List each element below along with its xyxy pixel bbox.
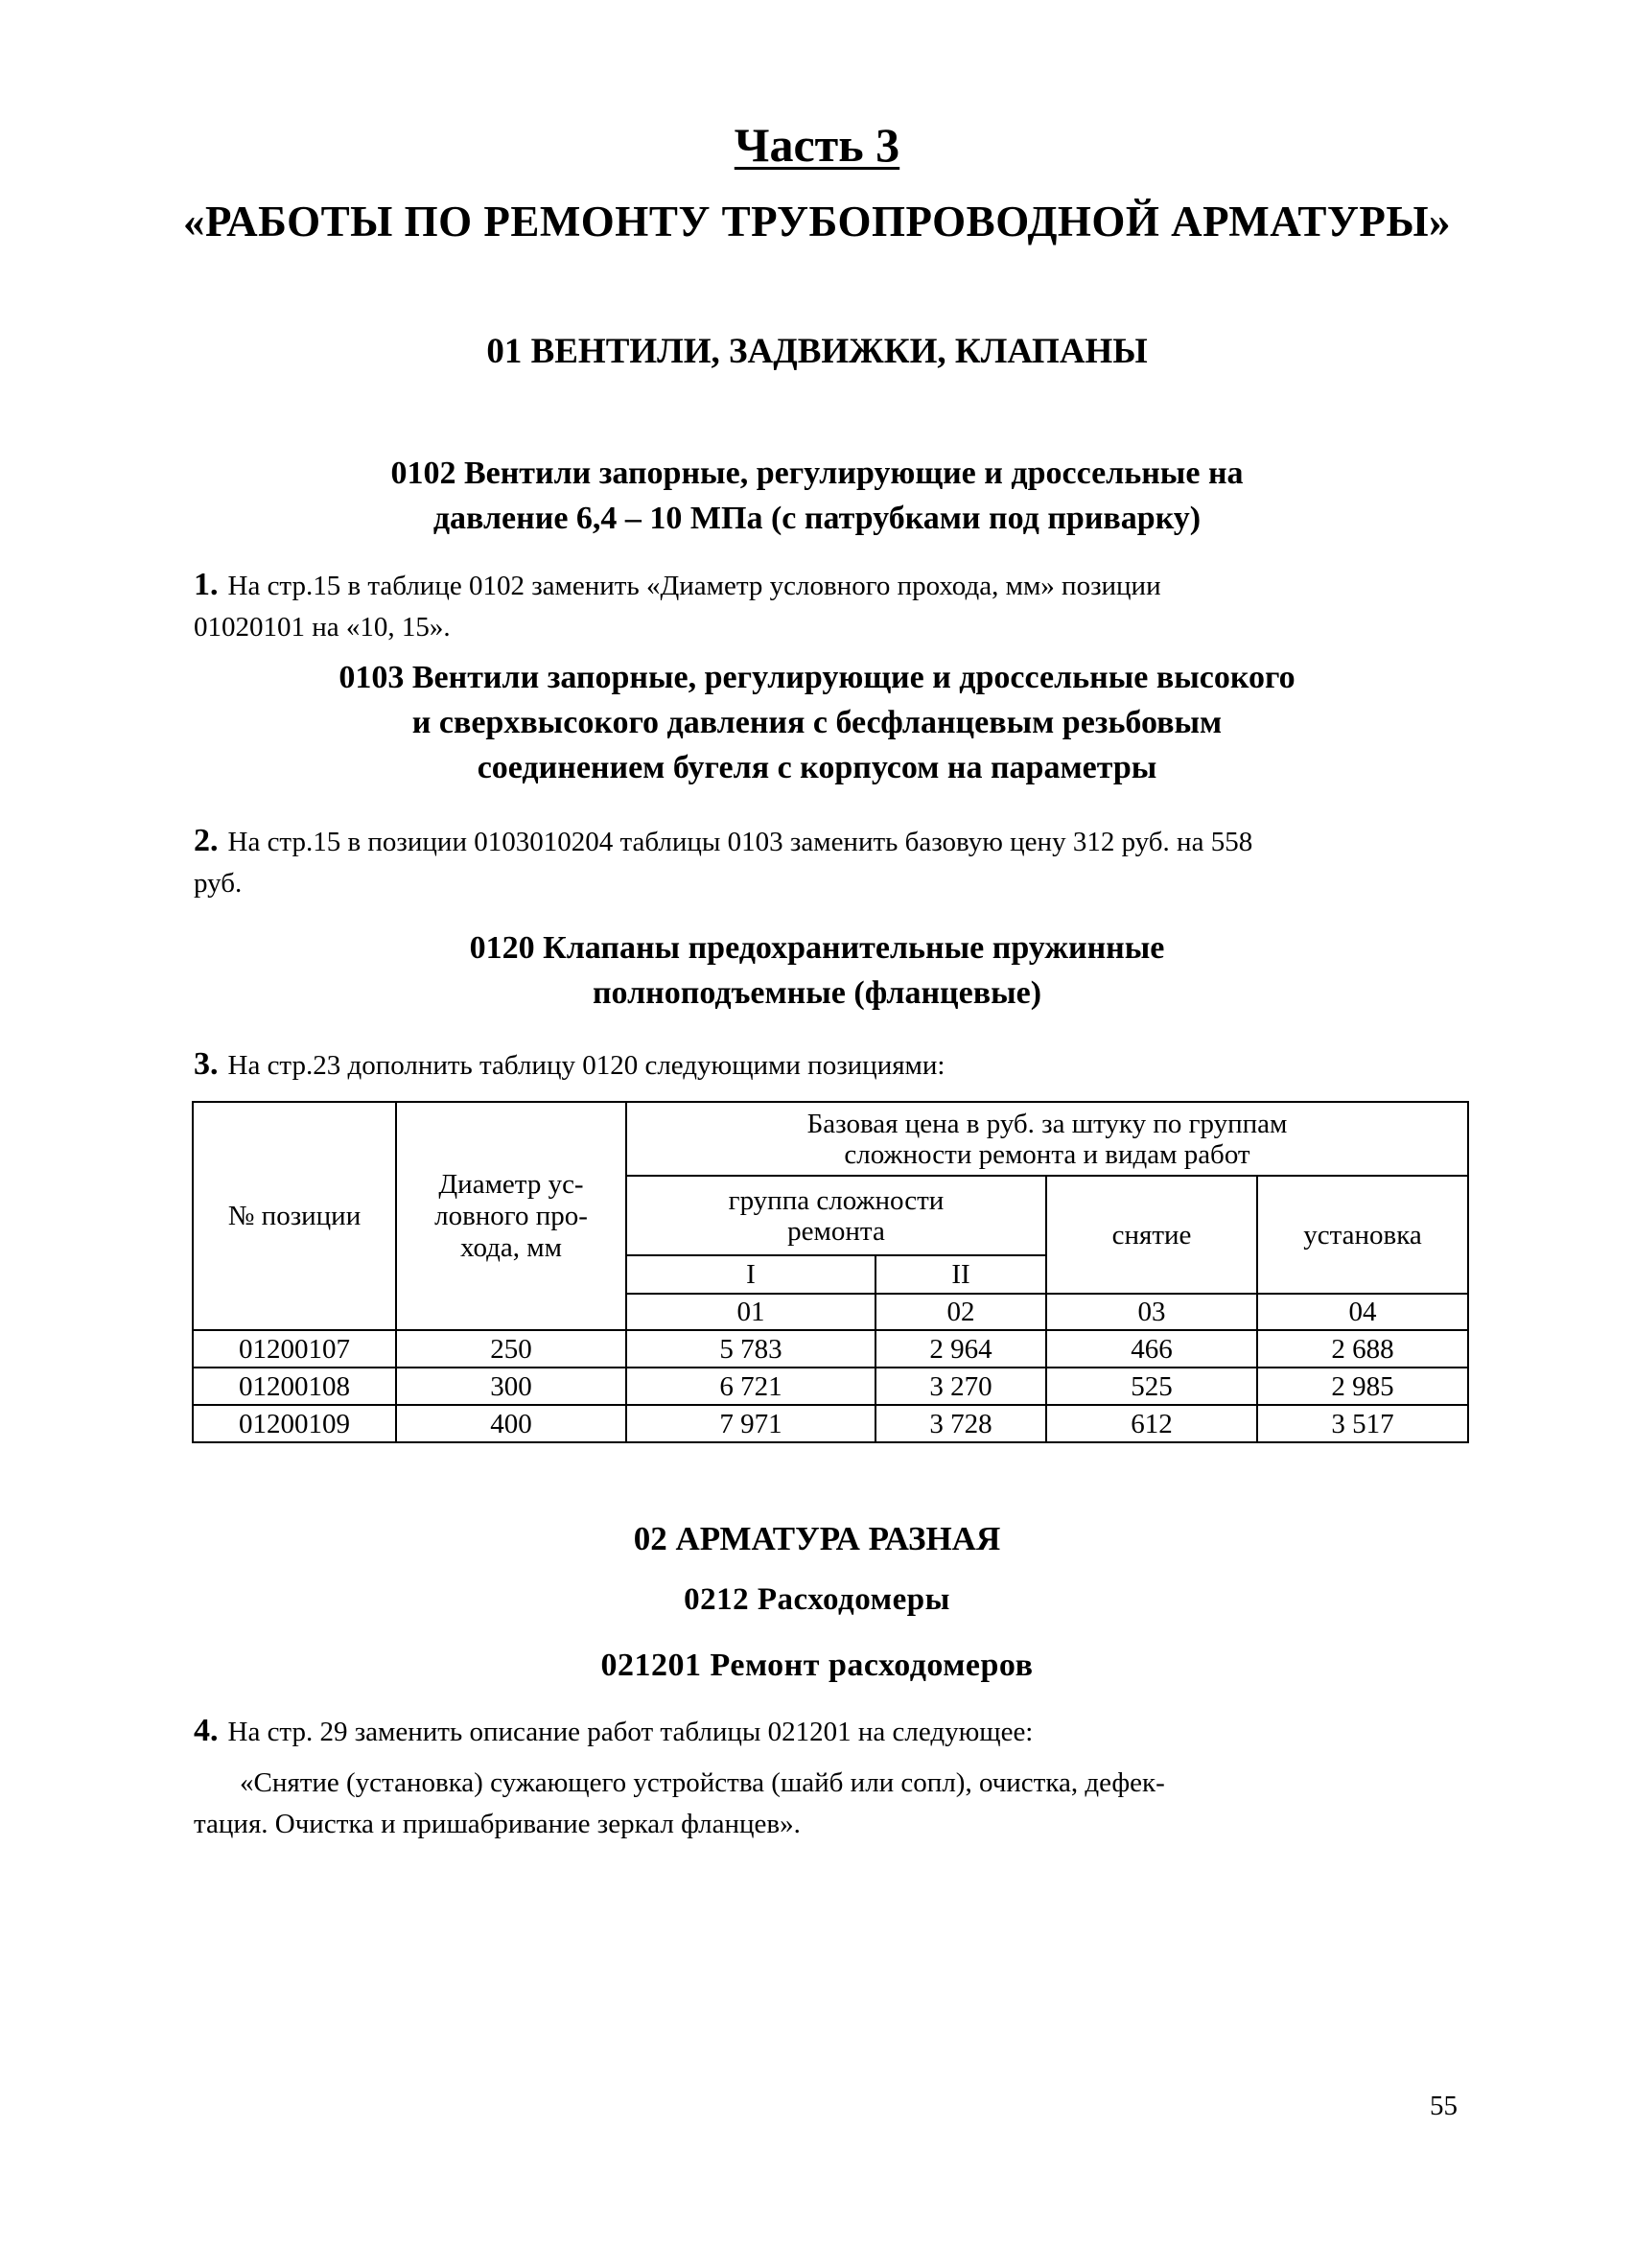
subsection-0120-line1: 0120 Клапаны предохранительные пружинные xyxy=(469,930,1165,966)
table-0120-additions xyxy=(192,1101,1469,1443)
cell-diameter: 250 xyxy=(396,1330,626,1368)
cell-position: 01200109 xyxy=(193,1405,396,1442)
main-title: «РАБОТЫ ПО РЕМОНТУ ТРУБОПРОВОДНОЙ АРМАТУРЫ» xyxy=(182,198,1452,246)
cell-removal: 466 xyxy=(1046,1330,1257,1368)
item-2-line2: руб. xyxy=(194,868,243,899)
part-title-text: Часть 3 xyxy=(734,118,900,172)
subsection-0212-title: 0212 Расходомеры xyxy=(684,1582,950,1617)
subsection-021201-title: 021201 Ремонт расходомеров xyxy=(600,1648,1034,1683)
col-index-03: 03 xyxy=(1046,1294,1257,1330)
subsection-0103-line3: соединением бугеля с корпусом на параметры xyxy=(477,750,1157,785)
cell-install: 2 985 xyxy=(1257,1368,1468,1405)
header-complexity xyxy=(626,1176,1046,1255)
subsection-0103-line2: и сверхвысокого давления с бесфланцевым резьбовым xyxy=(411,705,1223,740)
subsection-0102-line2: давление 6,4 – 10 МПа (с патрубками под приварку) xyxy=(432,501,1202,536)
item-1 xyxy=(194,564,1469,648)
replacement-description xyxy=(194,1763,1467,1845)
subsection-0103-title xyxy=(0,655,1634,790)
cell-install: 3 517 xyxy=(1257,1405,1468,1442)
item-3-number: 3. xyxy=(194,1046,219,1082)
item-4-text: На стр. 29 заменить описание работ таблицы 021201 на следующее: xyxy=(227,1717,1034,1747)
header-price-group-text: Базовая цена в руб. за штуку по группам сложности ремонта и видам работ xyxy=(806,1108,1288,1170)
replacement-line1: «Снятие (установка) сужающего устройства (шайб или сопл), очистка, дефек- xyxy=(240,1767,1165,1798)
item-2-number: 2. xyxy=(194,823,219,858)
item-2-line1: На стр.15 в позиции 0103010204 таблицы 0103 заменить базовую цену 312 руб. на 558 xyxy=(227,827,1253,857)
subsection-0103-line1: 0103 Вентили запорные, регулирующие и дроссельные высокого xyxy=(338,660,1296,695)
header-diameter xyxy=(396,1102,626,1330)
item-3-text: На стр.23 дополнить таблицу 0120 следующими позициями: xyxy=(227,1050,945,1081)
cell-diameter: 400 xyxy=(396,1405,626,1442)
header-complexity-text: группа сложности ремонта xyxy=(728,1184,945,1247)
item-2 xyxy=(194,820,1469,904)
cell-group-2: 3 728 xyxy=(875,1405,1046,1442)
table-row xyxy=(193,1330,1468,1368)
item-1-line1: На стр.15 в таблице 0102 заменить «Диаметр условного прохода, мм» позиции xyxy=(227,571,1161,601)
cell-group-1: 7 971 xyxy=(626,1405,875,1442)
header-position: № позиции xyxy=(193,1102,396,1330)
cell-diameter: 300 xyxy=(396,1368,626,1405)
cell-removal: 525 xyxy=(1046,1368,1257,1405)
subsection-0102-line1: 0102 Вентили запорные, регулирующие и дроссельные на xyxy=(390,456,1244,491)
item-1-line2: 01020101 на «10, 15». xyxy=(194,612,451,643)
cell-install: 2 688 xyxy=(1257,1330,1468,1368)
subsection-0102-title xyxy=(0,451,1634,541)
cell-group-1: 6 721 xyxy=(626,1368,875,1405)
header-install: установка xyxy=(1257,1176,1468,1294)
header-price-group xyxy=(626,1102,1468,1176)
col-index-01: 01 xyxy=(626,1294,875,1330)
cell-group-1: 5 783 xyxy=(626,1330,875,1368)
item-4-number: 4. xyxy=(194,1713,219,1748)
header-diameter-text: Диаметр ус-ловного про-хода, мм xyxy=(434,1168,588,1263)
subsection-0120-line2: полноподъемные (фланцевые) xyxy=(592,975,1042,1011)
cell-removal: 612 xyxy=(1046,1405,1257,1442)
cell-position: 01200108 xyxy=(193,1368,396,1405)
header-group-1: I xyxy=(626,1255,875,1294)
cell-position: 01200107 xyxy=(193,1330,396,1368)
page-number: 55 xyxy=(1430,2091,1458,2121)
section-01-title: 01 ВЕНТИЛИ, ЗАДВИЖКИ, КЛАПАНЫ xyxy=(486,332,1148,371)
part-title xyxy=(0,117,1634,173)
cell-group-2: 2 964 xyxy=(875,1330,1046,1368)
replacement-line2: тация. Очистка и пришабривание зеркал фланцев». xyxy=(194,1809,801,1839)
table-row xyxy=(193,1368,1468,1405)
table-row xyxy=(193,1405,1468,1442)
header-group-2: II xyxy=(875,1255,1046,1294)
cell-group-2: 3 270 xyxy=(875,1368,1046,1405)
item-1-number: 1. xyxy=(194,567,219,602)
col-index-02: 02 xyxy=(875,1294,1046,1330)
item-3 xyxy=(194,1043,1469,1087)
col-index-04: 04 xyxy=(1257,1294,1468,1330)
header-removal: снятие xyxy=(1046,1176,1257,1294)
section-02-title: 02 АРМАТУРА РАЗНАЯ xyxy=(633,1520,1001,1557)
item-4 xyxy=(194,1710,1469,1753)
subsection-0120-title xyxy=(0,925,1634,1016)
